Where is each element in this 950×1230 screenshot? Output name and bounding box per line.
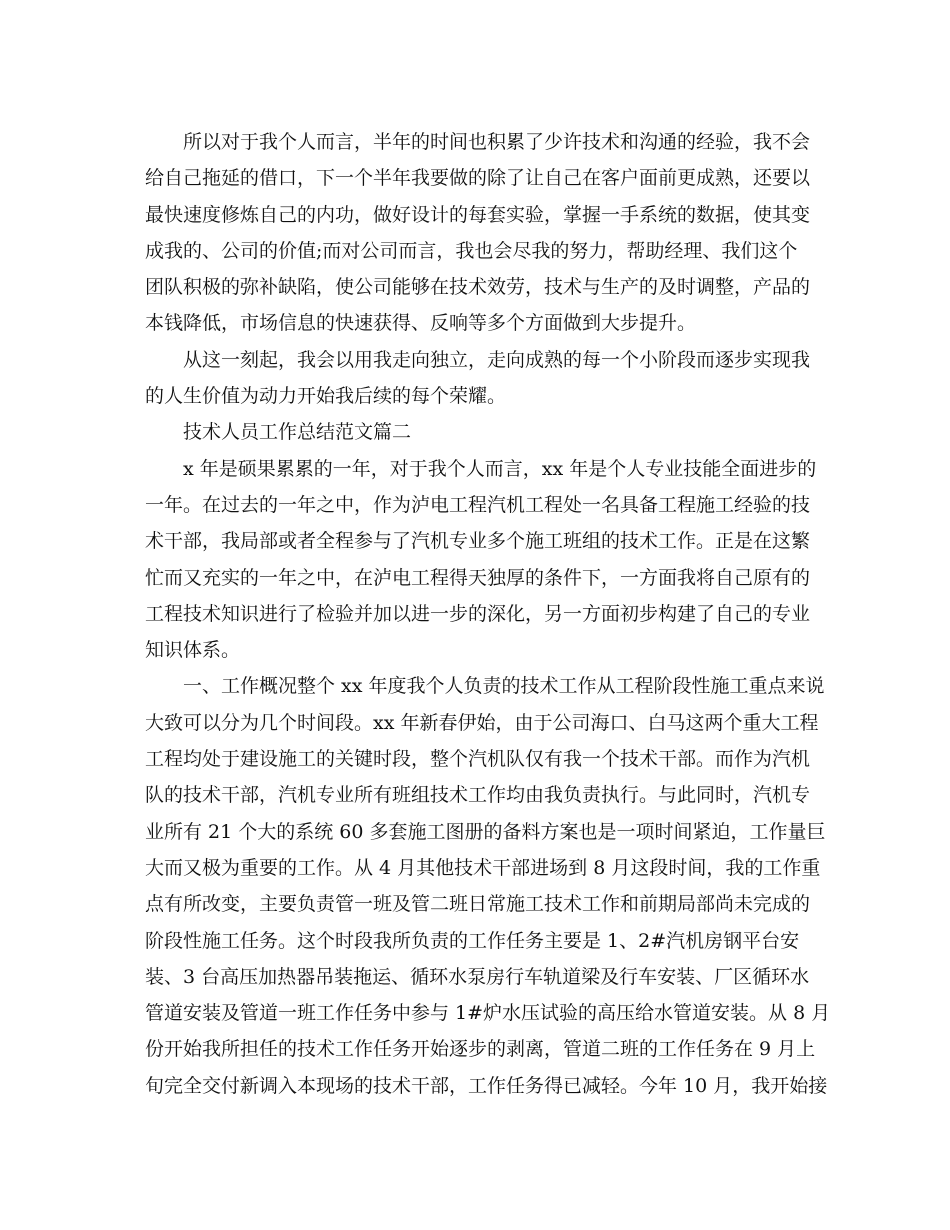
paragraph-line: x 年是硕果累累的一年，对于我个人而言，xx 年是个人专业技能全面进步的 — [183, 457, 817, 480]
paragraph-line: 阶段性施工任务。这个时段我所负责的工作任务主要是 1、2#汽机房钢平台安 — [145, 929, 800, 952]
paragraph-line: 点有所改变，主要负责管一班及管二班日常施工技术工作和前期局部尚未完成的 — [145, 893, 811, 916]
paragraph-line: 知识体系。 — [145, 639, 241, 662]
paragraph-line: 大而又极为重要的工作。从 4 月其他技术干部进场到 8 月这段时间，我的工作重 — [145, 856, 821, 879]
paragraph-line: 队的技术干部，汽机专业所有班组技术工作均由我负责执行。与此同时，汽机专 — [145, 784, 811, 807]
paragraph-line: 忙而又充实的一年之中，在泸电工程得天独厚的条件下，一方面我将自己原有的 — [145, 566, 811, 589]
paragraph-line: 给自己拖延的借口，下一个半年我要做的除了让自己在客户面前更成熟，还要以 — [145, 167, 811, 190]
paragraph-line: 术干部，我局部或者全程参与了汽机专业多个施工班组的技术工作。正是在这繁 — [145, 530, 811, 553]
paragraph-line: 业所有 21 个大的系统 60 多套施工图册的备料方案也是一项时间紧迫，工作量巨 — [145, 820, 826, 843]
paragraph-line: 团队积极的弥补缺陷，使公司能够在技术效劳，技术与生产的及时调整，产品的 — [145, 276, 811, 299]
paragraph-line: 份开始我所担任的技术工作任务开始逐步的剥离，管道二班的工作任务在 9 月上 — [145, 1038, 816, 1061]
paragraph-line: 工程均处于建设施工的关键时段，整个汽机队仅有我一个技术干部。而作为汽机 — [145, 748, 811, 771]
section-heading: 技术人员工作总结范文篇二 — [183, 421, 412, 444]
paragraph-line: 本钱降低，市场信息的快速获得、反响等多个方面做到大步提升。 — [145, 312, 697, 335]
paragraph-line: 一年。在过去的一年之中，作为泸电工程汽机工程处一名具备工程施工经验的技 — [145, 493, 811, 516]
paragraph-line: 工程技术知识进行了检验并加以进一步的深化，另一方面初步构建了自己的专业 — [145, 602, 811, 625]
paragraph-line: 大致可以分为几个时间段。xx 年新春伊始，由于公司海口、白马这两个重大工程 — [145, 711, 819, 734]
paragraph-line: 从这一刻起，我会以用我走向独立，走向成熟的每一个小阶段而逐步实现我 — [183, 348, 811, 371]
paragraph-line: 的人生价值为动力开始我后续的每个荣耀。 — [145, 385, 507, 408]
paragraph-line: 成我的、公司的价值;而对公司而言，我也会尽我的努力，帮助经理、我们这个 — [145, 239, 798, 262]
paragraph-line: 管道安装及管道一班工作任务中参与 1#炉水压试验的高压给水管道安装。从 8 月 — [145, 1002, 831, 1025]
paragraph-line: 一、工作概况整个 xx 年度我个人负责的技术工作从工程阶段性施工重点来说 — [183, 675, 825, 698]
paragraph-line: 装、3 台高压加热器吊装拖运、循环水泵房行车轨道梁及行车安装、厂区循环水 — [145, 965, 810, 988]
document-body — [145, 124, 831, 1104]
paragraph-line: 最快速度修炼自己的内功，做好设计的每套实验，掌握一手系统的数据，使其变 — [145, 203, 811, 226]
paragraph-line: 旬完全交付新调入本现场的技术干部，工作任务得已减轻。今年 10 月，我开始接 — [145, 1074, 828, 1097]
paragraph-line: 所以对于我个人而言，半年的时间也积累了少许技术和沟通的经验，我不会 — [183, 131, 811, 153]
